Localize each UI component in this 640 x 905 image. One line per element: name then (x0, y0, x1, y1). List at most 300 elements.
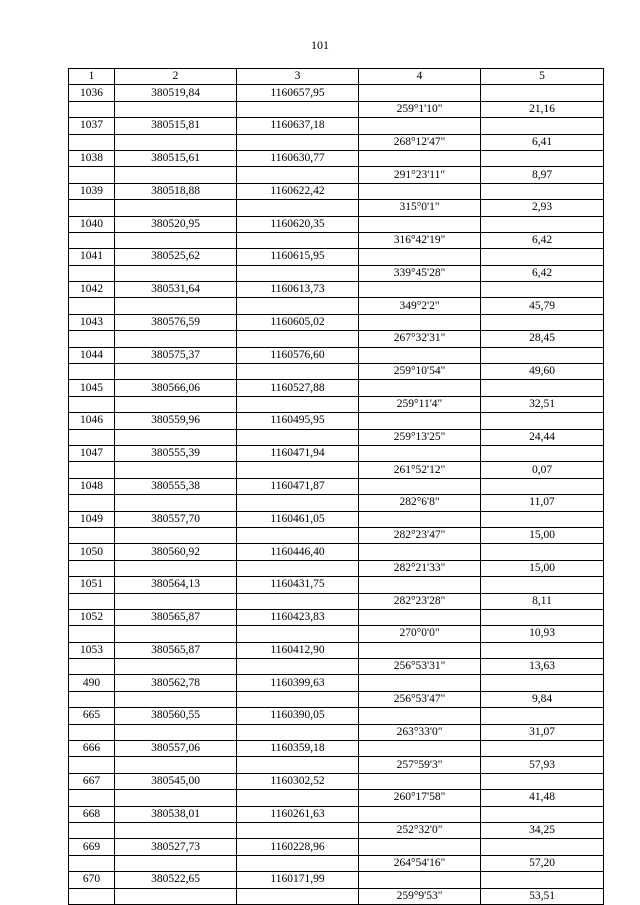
point-id-cell (69, 200, 115, 216)
point-id: 1038 (69, 150, 115, 166)
coord-x: 380525,62 (115, 249, 237, 265)
length-cell (481, 708, 604, 724)
table-row (69, 167, 604, 183)
angle-cell (359, 85, 481, 101)
coord-x-cell (115, 232, 237, 248)
header-col-3: 3 (237, 69, 359, 85)
length-cell (481, 609, 604, 625)
point-id: 668 (69, 806, 115, 822)
table-row (69, 675, 604, 691)
angle-cell (359, 708, 481, 724)
coord-x-cell (115, 200, 237, 216)
angle-cell (359, 511, 481, 527)
coord-x: 380560,92 (115, 544, 237, 560)
coord-x: 380522,65 (115, 872, 237, 888)
header-col-4: 4 (359, 69, 481, 85)
table-row (69, 429, 604, 445)
coord-y: 1160471,94 (237, 445, 359, 461)
direction-angle: 282°23'47" (359, 527, 481, 543)
coord-y: 1160431,75 (237, 577, 359, 593)
angle-cell (359, 118, 481, 134)
coord-y: 1160630,77 (237, 150, 359, 166)
coord-x-cell (115, 855, 237, 871)
segment-length: 2,93 (481, 200, 604, 216)
direction-angle: 264°54'16" (359, 855, 481, 871)
length-cell (481, 85, 604, 101)
coord-x: 380515,61 (115, 150, 237, 166)
point-id: 1047 (69, 445, 115, 461)
table-row (69, 790, 604, 806)
table-row (69, 347, 604, 363)
segment-length: 28,45 (481, 331, 604, 347)
table-row (69, 741, 604, 757)
point-id-cell (69, 101, 115, 117)
direction-angle: 339°45'28" (359, 265, 481, 281)
point-id: 1036 (69, 85, 115, 101)
coord-x: 380531,64 (115, 282, 237, 298)
coord-y: 1160620,35 (237, 216, 359, 232)
angle-cell (359, 839, 481, 855)
coord-x-cell (115, 364, 237, 380)
direction-angle: 270°0'0" (359, 626, 481, 642)
segment-length: 13,63 (481, 659, 604, 675)
table-row (69, 101, 604, 117)
coord-y: 1160390,05 (237, 708, 359, 724)
coord-y: 1160359,18 (237, 741, 359, 757)
coord-y-cell (237, 429, 359, 445)
coord-y: 1160637,18 (237, 118, 359, 134)
segment-length: 41,48 (481, 790, 604, 806)
angle-cell (359, 478, 481, 494)
point-id: 490 (69, 675, 115, 691)
point-id-cell (69, 593, 115, 609)
segment-length: 0,07 (481, 462, 604, 478)
point-id: 665 (69, 708, 115, 724)
point-id: 1048 (69, 478, 115, 494)
point-id-cell (69, 724, 115, 740)
coord-x: 380557,70 (115, 511, 237, 527)
coord-y-cell (237, 495, 359, 511)
coord-y-cell (237, 691, 359, 707)
direction-angle: 316°42'19" (359, 232, 481, 248)
segment-length: 57,20 (481, 855, 604, 871)
table-row (69, 331, 604, 347)
table-row (69, 855, 604, 871)
point-id-cell (69, 429, 115, 445)
segment-length: 53,51 (481, 888, 604, 904)
coord-y-cell (237, 724, 359, 740)
point-id-cell (69, 691, 115, 707)
table-row (69, 364, 604, 380)
coord-y: 1160228,96 (237, 839, 359, 855)
direction-angle: 315°0'1" (359, 200, 481, 216)
coord-x: 380555,39 (115, 445, 237, 461)
table-row (69, 511, 604, 527)
direction-angle: 349°2'2" (359, 298, 481, 314)
coord-x: 380566,06 (115, 380, 237, 396)
table-row (69, 265, 604, 281)
table-row (69, 445, 604, 461)
angle-cell (359, 609, 481, 625)
coord-y: 1160527,88 (237, 380, 359, 396)
coord-x-cell (115, 265, 237, 281)
coord-x-cell (115, 593, 237, 609)
direction-angle: 259°1'10" (359, 101, 481, 117)
coord-y: 1160576,60 (237, 347, 359, 363)
segment-length: 6,42 (481, 232, 604, 248)
angle-cell (359, 150, 481, 166)
coord-y: 1160461,05 (237, 511, 359, 527)
coord-x-cell (115, 724, 237, 740)
length-cell (481, 249, 604, 265)
direction-angle: 259°13'25" (359, 429, 481, 445)
angle-cell (359, 282, 481, 298)
angle-cell (359, 249, 481, 265)
coord-y-cell (237, 364, 359, 380)
segment-length: 45,79 (481, 298, 604, 314)
point-id-cell (69, 396, 115, 412)
length-cell (481, 150, 604, 166)
point-id-cell (69, 790, 115, 806)
coord-x: 380562,78 (115, 675, 237, 691)
angle-cell (359, 216, 481, 232)
length-cell (481, 118, 604, 134)
point-id-cell (69, 822, 115, 838)
point-id-cell (69, 331, 115, 347)
coord-x: 380555,38 (115, 478, 237, 494)
table-row (69, 183, 604, 199)
coord-y: 1160423,83 (237, 609, 359, 625)
point-id-cell (69, 265, 115, 281)
length-cell (481, 642, 604, 658)
direction-angle: 257°59'3" (359, 757, 481, 773)
coord-x: 380527,73 (115, 839, 237, 855)
coord-y: 1160657,95 (237, 85, 359, 101)
coord-y: 1160399,63 (237, 675, 359, 691)
table-row (69, 200, 604, 216)
length-cell (481, 806, 604, 822)
coord-x: 380575,37 (115, 347, 237, 363)
direction-angle: 259°10'54" (359, 364, 481, 380)
table-row (69, 282, 604, 298)
angle-cell (359, 773, 481, 789)
coord-x-cell (115, 790, 237, 806)
table-row (69, 232, 604, 248)
point-id-cell (69, 134, 115, 150)
point-id: 1053 (69, 642, 115, 658)
table-row (69, 249, 604, 265)
angle-cell (359, 544, 481, 560)
coord-y: 1160302,52 (237, 773, 359, 789)
segment-length: 11,07 (481, 495, 604, 511)
table-row (69, 85, 604, 101)
coord-y-cell (237, 396, 359, 412)
coord-x: 380519,84 (115, 85, 237, 101)
coord-x-cell (115, 822, 237, 838)
point-id-cell (69, 364, 115, 380)
table-row (69, 872, 604, 888)
direction-angle: 263°33'0" (359, 724, 481, 740)
coord-y-cell (237, 462, 359, 478)
length-cell (481, 282, 604, 298)
direction-angle: 282°6'8" (359, 495, 481, 511)
table-row (69, 757, 604, 773)
coord-y-cell (237, 134, 359, 150)
coordinates-table (68, 68, 604, 905)
length-cell (481, 511, 604, 527)
segment-length: 15,00 (481, 560, 604, 576)
table-row (69, 134, 604, 150)
table-row (69, 691, 604, 707)
length-cell (481, 675, 604, 691)
length-cell (481, 216, 604, 232)
table-row (69, 577, 604, 593)
table-row (69, 462, 604, 478)
page-number: 101 (311, 38, 329, 52)
direction-angle: 252°32'0" (359, 822, 481, 838)
coord-y: 1160446,40 (237, 544, 359, 560)
coord-x-cell (115, 101, 237, 117)
angle-cell (359, 577, 481, 593)
coord-y: 1160495,95 (237, 413, 359, 429)
segment-length: 57,93 (481, 757, 604, 773)
direction-angle: 256°53'31" (359, 659, 481, 675)
point-id: 1044 (69, 347, 115, 363)
coord-y-cell (237, 626, 359, 642)
table-row (69, 806, 604, 822)
point-id-cell (69, 560, 115, 576)
angle-cell (359, 183, 481, 199)
point-id: 669 (69, 839, 115, 855)
coord-x-cell (115, 888, 237, 904)
coord-x-cell (115, 298, 237, 314)
segment-length: 24,44 (481, 429, 604, 445)
coord-x-cell (115, 691, 237, 707)
point-id-cell (69, 495, 115, 511)
angle-cell (359, 642, 481, 658)
point-id: 1040 (69, 216, 115, 232)
table-row (69, 118, 604, 134)
coord-x-cell (115, 527, 237, 543)
coord-x: 380538,01 (115, 806, 237, 822)
length-cell (481, 347, 604, 363)
length-cell (481, 544, 604, 560)
point-id: 1041 (69, 249, 115, 265)
angle-cell (359, 872, 481, 888)
coord-x-cell (115, 659, 237, 675)
point-id-cell (69, 462, 115, 478)
segment-length: 8,97 (481, 167, 604, 183)
table-row (69, 708, 604, 724)
coord-y-cell (237, 167, 359, 183)
length-cell (481, 380, 604, 396)
coord-y-cell (237, 560, 359, 576)
table-row (69, 626, 604, 642)
coord-y: 1160171,99 (237, 872, 359, 888)
coord-y: 1160261,63 (237, 806, 359, 822)
table-row (69, 593, 604, 609)
table-row (69, 396, 604, 412)
coord-y-cell (237, 790, 359, 806)
segment-length: 31,07 (481, 724, 604, 740)
coord-x: 380564,13 (115, 577, 237, 593)
point-id: 1049 (69, 511, 115, 527)
point-id-cell (69, 855, 115, 871)
header-col-1: 1 (69, 69, 115, 85)
coord-x-cell (115, 429, 237, 445)
table-row (69, 495, 604, 511)
coord-y-cell (237, 232, 359, 248)
angle-cell (359, 675, 481, 691)
point-id-cell (69, 659, 115, 675)
header-col-2: 2 (115, 69, 237, 85)
table-row (69, 773, 604, 789)
point-id: 1052 (69, 609, 115, 625)
point-id: 1037 (69, 118, 115, 134)
coord-y-cell (237, 527, 359, 543)
coord-y: 1160471,87 (237, 478, 359, 494)
table-row (69, 839, 604, 855)
direction-angle: 259°11'4" (359, 396, 481, 412)
coord-x: 380515,81 (115, 118, 237, 134)
point-id-cell (69, 626, 115, 642)
coord-x: 380545,00 (115, 773, 237, 789)
point-id: 1045 (69, 380, 115, 396)
length-cell (481, 872, 604, 888)
coord-y-cell (237, 822, 359, 838)
coord-x-cell (115, 626, 237, 642)
coord-x: 380518,88 (115, 183, 237, 199)
table-row (69, 413, 604, 429)
length-cell (481, 577, 604, 593)
point-id-cell (69, 298, 115, 314)
table-row (69, 527, 604, 543)
coord-y-cell (237, 200, 359, 216)
segment-length: 34,25 (481, 822, 604, 838)
table-row (69, 150, 604, 166)
length-cell (481, 839, 604, 855)
segment-length: 6,42 (481, 265, 604, 281)
length-cell (481, 413, 604, 429)
table-row (69, 642, 604, 658)
coord-y: 1160615,95 (237, 249, 359, 265)
coord-y-cell (237, 331, 359, 347)
direction-angle: 261°52'12" (359, 462, 481, 478)
point-id-cell (69, 527, 115, 543)
table-body (69, 85, 604, 905)
length-cell (481, 445, 604, 461)
point-id: 1043 (69, 314, 115, 330)
coord-x-cell (115, 134, 237, 150)
coord-x: 380560,55 (115, 708, 237, 724)
table-row (69, 560, 604, 576)
coord-x-cell (115, 757, 237, 773)
length-cell (481, 773, 604, 789)
segment-length: 49,60 (481, 364, 604, 380)
coord-x: 380559,96 (115, 413, 237, 429)
table-row (69, 216, 604, 232)
direction-angle: 268°12'47" (359, 134, 481, 150)
coord-x-cell (115, 560, 237, 576)
coord-y-cell (237, 757, 359, 773)
coord-x-cell (115, 462, 237, 478)
point-id: 1050 (69, 544, 115, 560)
coord-y-cell (237, 855, 359, 871)
coord-y-cell (237, 265, 359, 281)
coord-y-cell (237, 593, 359, 609)
coord-y: 1160605,02 (237, 314, 359, 330)
coord-y: 1160412,90 (237, 642, 359, 658)
length-cell (481, 183, 604, 199)
coord-y-cell (237, 298, 359, 314)
coord-x-cell (115, 331, 237, 347)
direction-angle: 260°17'58" (359, 790, 481, 806)
point-id: 1039 (69, 183, 115, 199)
length-cell (481, 478, 604, 494)
coord-x-cell (115, 495, 237, 511)
segment-length: 32,51 (481, 396, 604, 412)
length-cell (481, 314, 604, 330)
angle-cell (359, 413, 481, 429)
table-row (69, 724, 604, 740)
angle-cell (359, 445, 481, 461)
direction-angle: 259°9'53" (359, 888, 481, 904)
segment-length: 10,93 (481, 626, 604, 642)
angle-cell (359, 806, 481, 822)
header-col-5: 5 (481, 69, 604, 85)
coord-x: 380520,95 (115, 216, 237, 232)
point-id-cell (69, 167, 115, 183)
coord-y-cell (237, 101, 359, 117)
segment-length: 21,16 (481, 101, 604, 117)
coord-y-cell (237, 659, 359, 675)
direction-angle: 282°21'33" (359, 560, 481, 576)
direction-angle: 256°53'47" (359, 691, 481, 707)
point-id: 1046 (69, 413, 115, 429)
table-row (69, 659, 604, 675)
coord-x: 380565,87 (115, 642, 237, 658)
angle-cell (359, 347, 481, 363)
length-cell (481, 741, 604, 757)
angle-cell (359, 314, 481, 330)
coord-x: 380565,87 (115, 609, 237, 625)
coord-x: 380557,06 (115, 741, 237, 757)
coord-y: 1160613,73 (237, 282, 359, 298)
angle-cell (359, 380, 481, 396)
point-id: 667 (69, 773, 115, 789)
table-row (69, 544, 604, 560)
direction-angle: 267°32'31" (359, 331, 481, 347)
table-row (69, 888, 604, 904)
point-id: 1042 (69, 282, 115, 298)
coord-x: 380576,59 (115, 314, 237, 330)
table-row (69, 609, 604, 625)
segment-length: 6,41 (481, 134, 604, 150)
point-id: 670 (69, 872, 115, 888)
direction-angle: 291°23'11" (359, 167, 481, 183)
coord-y-cell (237, 888, 359, 904)
table-row (69, 314, 604, 330)
point-id-cell (69, 232, 115, 248)
table-row (69, 478, 604, 494)
point-id: 666 (69, 741, 115, 757)
segment-length: 8,11 (481, 593, 604, 609)
coord-y: 1160622,42 (237, 183, 359, 199)
segment-length: 9,84 (481, 691, 604, 707)
point-id-cell (69, 888, 115, 904)
table-row (69, 298, 604, 314)
segment-length: 15,00 (481, 527, 604, 543)
